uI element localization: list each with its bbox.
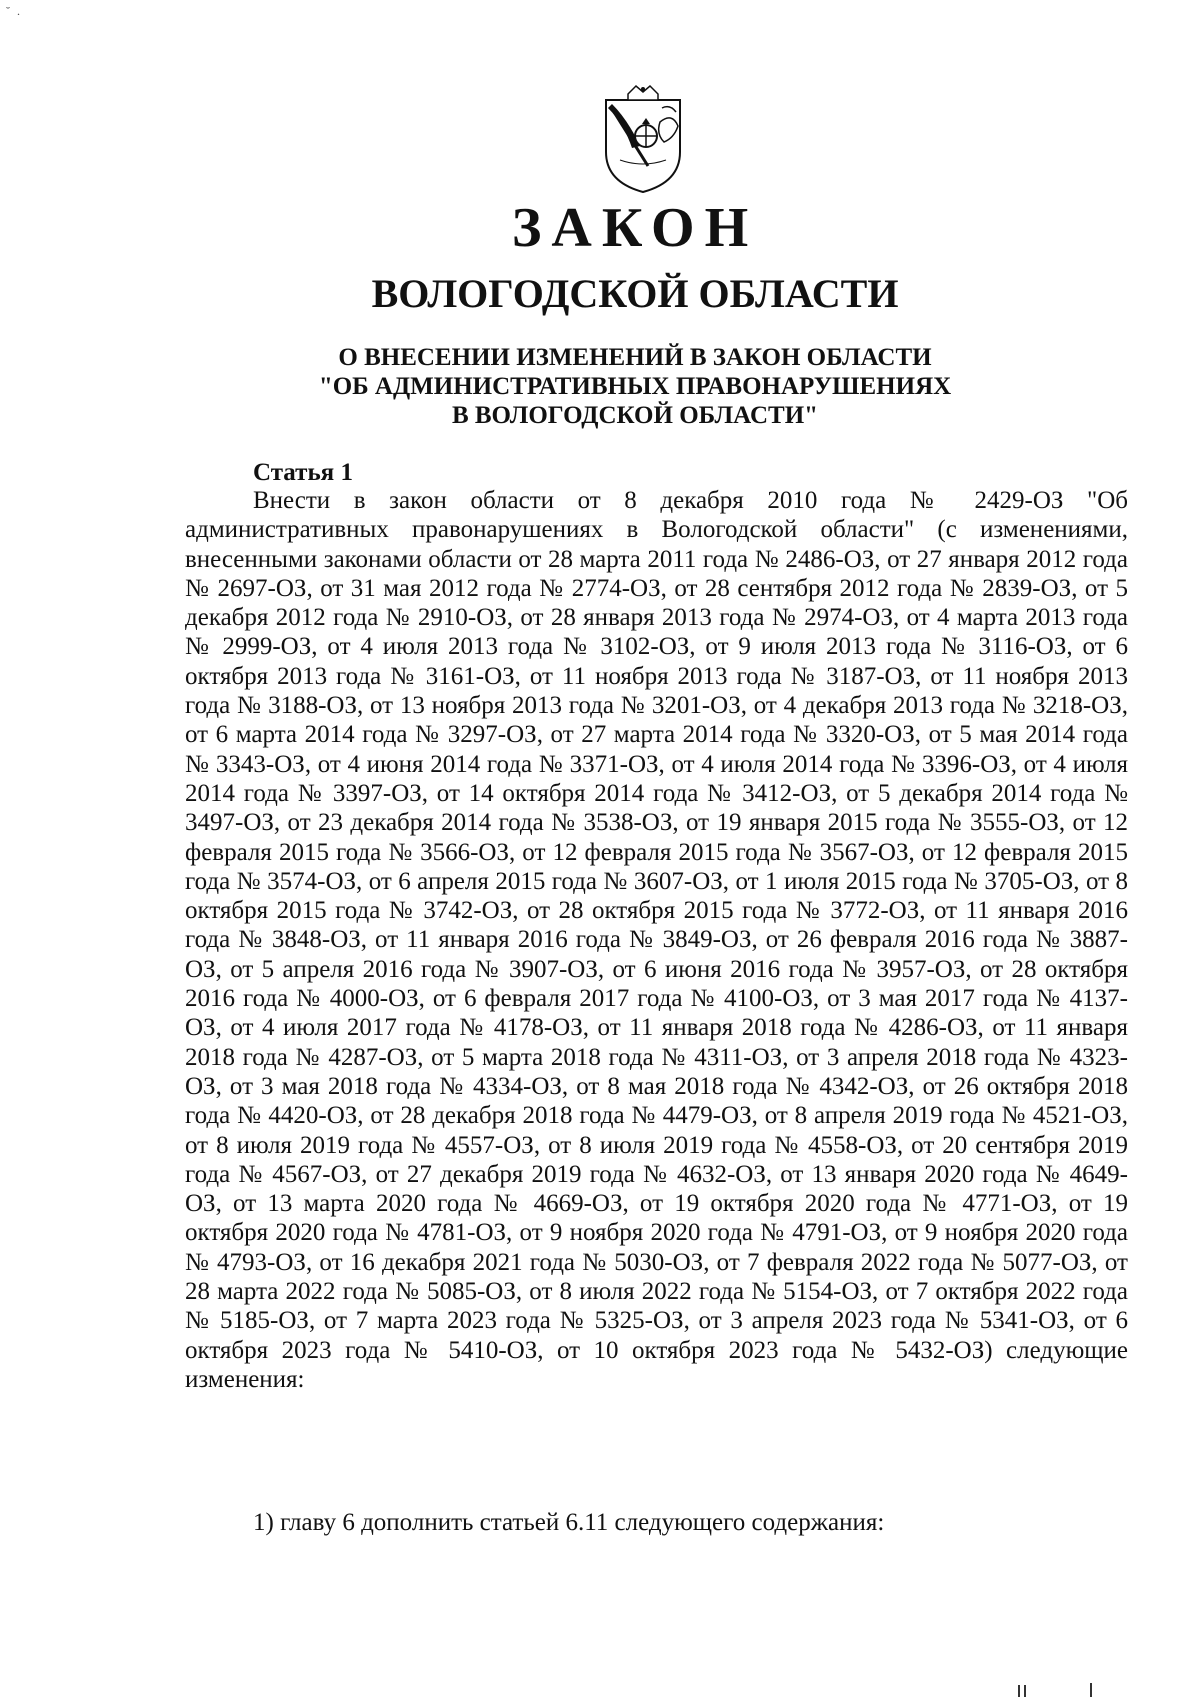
article-body-text: Внести в закон области от 8 декабря 2010 года № 2429-ОЗ "Об административных правонарушениях в Вологодской области" (с изменениями, внесенными законами области от 28 марта 2011 года № 2486-ОЗ, от 27 января 2012 года № 2697-ОЗ, от 31 мая 2012 года № 2774-ОЗ, от 28 сентября 2012 года № 2839-ОЗ, от 5 декабря 2012 года № 2910-ОЗ, от 28 января 2013 года № 2974-ОЗ, от 4 марта 2013 года № 2999-ОЗ, от 4 июля 2013 года № 3102-ОЗ, от 9 июля 2013 года № 3116-ОЗ, от 6 октября 2013 года № 3161-ОЗ, от 11 ноября 2013 года № 3187-ОЗ, от 11 ноября 2013 года № 3188-ОЗ, от 13 ноября 2013 года № 3201-ОЗ, от 4 декабря 2013 года № 3218-ОЗ, от 6 марта 2014 года № 3297-ОЗ, от 27 марта 2014 года № 3320-ОЗ, от 5 мая 2014 года № 3343-ОЗ, от 4 июня 2014 года № 3371-ОЗ, от 4 июля 2014 года № 3396-ОЗ, от 4 июля 2014 года № 3397-ОЗ, от 14 октября 2014 года № 3412-ОЗ, от 5 декабря 2014 года № 3497-ОЗ, от 23 декабря 2014 года № 3538-ОЗ, от 19 января 2015 года № 3555-ОЗ, от 12 февраля 2015 года № 3566-ОЗ, от 12 февраля 2015 года № 3567-ОЗ, от 12 февраля 2015 года № 3574-ОЗ, от 6 апреля 2015 года № 3607-ОЗ, от 1 июля 2015 года № 3705-ОЗ, от 8 октября 2015 года № 3742-ОЗ, от 28 октября 2015 года № 3772-ОЗ, от 11 января 2016 года № 3848-ОЗ, от 11 января 2016 года № 3849-ОЗ, от 26 февраля 2016 года № 3887-ОЗ, от 5 апреля 2016 года № 3907-ОЗ, от 6 июня 2016 года № 3957-ОЗ, от 28 октября 2016 года № 4000-ОЗ, от 6 февраля 2017 года № 4100-ОЗ, от 3 мая 2017 года № 4137-ОЗ, от 4 июля 2017 года № 4178-ОЗ, от 11 января 2018 года № 4286-ОЗ, от 11 января 2018 года № 4287-ОЗ, от 5 марта 2018 года № 4311-ОЗ, от 3 апреля 2018 года № 4323-ОЗ, от 3 мая 2018 года № 4334-ОЗ, от 8 мая 2018 года № 4342-ОЗ, от 26 октября 2018 года № 4420-ОЗ, от 28 декабря 2018 года № 4479-ОЗ, от 8 апреля 2019 года № 4521-ОЗ, от 8 июля 2019 года № 4557-ОЗ, от 8 июля 2019 года № 4558-ОЗ, от 20 сентября 2019 года № 4567-ОЗ, от 27 декабря 2019 года № 4632-ОЗ, от 13 января 2020 года № 4649-ОЗ, от 13 марта 2020 года № 4669-ОЗ, от 19 октября 2020 года № 4771-ОЗ, от 19 октября 2020 года № 4781-ОЗ, от 9 ноября 2020 года № 4791-ОЗ, от 9 ноября 2020 года № 4793-ОЗ, от 16 декабря 2021 года № 5030-ОЗ, от 7 февраля 2022 года № 5077-ОЗ, от 28 марта 2022 года № 5085-ОЗ, от 8 июля 2022 года № 5154-ОЗ, от 7 октября 2022 года № 5185-ОЗ, от 7 марта 2023 года № 5325-ОЗ, от 3 апреля 2023 года № 5341-ОЗ, от 6 октября 2023 года № 5410-ОЗ, от 10 октября 2023 года № 5432-ОЗ) следующие изменения:	[185, 487, 1128, 1393]
document-subtitle	[0, 343, 1200, 430]
coat-of-arms-emblem	[600, 82, 686, 194]
scan-artifact-mark	[1090, 1683, 1092, 1697]
document-region: ВОЛОГОДСКОЙ ОБЛАСТИ	[371, 271, 899, 316]
article-item-1: 1) главу 6 дополнить статьей 6.11 следующего содержания:	[253, 1509, 885, 1536]
scan-artifact-mark	[1018, 1685, 1020, 1697]
subtitle-line: "ОБ АДМИНИСТРАТИВНЫХ ПРАВОНАРУШЕНИЯХ	[318, 373, 952, 400]
subtitle-line: О ВНЕСЕНИИ ИЗМЕНЕНИЙ В ЗАКОН ОБЛАСТИ	[338, 344, 932, 371]
scan-artifact-mark	[1024, 1685, 1026, 1697]
document-title: ЗАКОН	[511, 197, 759, 259]
scan-corner-mark: ˘ .	[6, 4, 22, 18]
article-heading: Статья 1	[253, 459, 353, 486]
subtitle-line: В ВОЛОГОДСКОЙ ОБЛАСТИ"	[451, 402, 819, 429]
